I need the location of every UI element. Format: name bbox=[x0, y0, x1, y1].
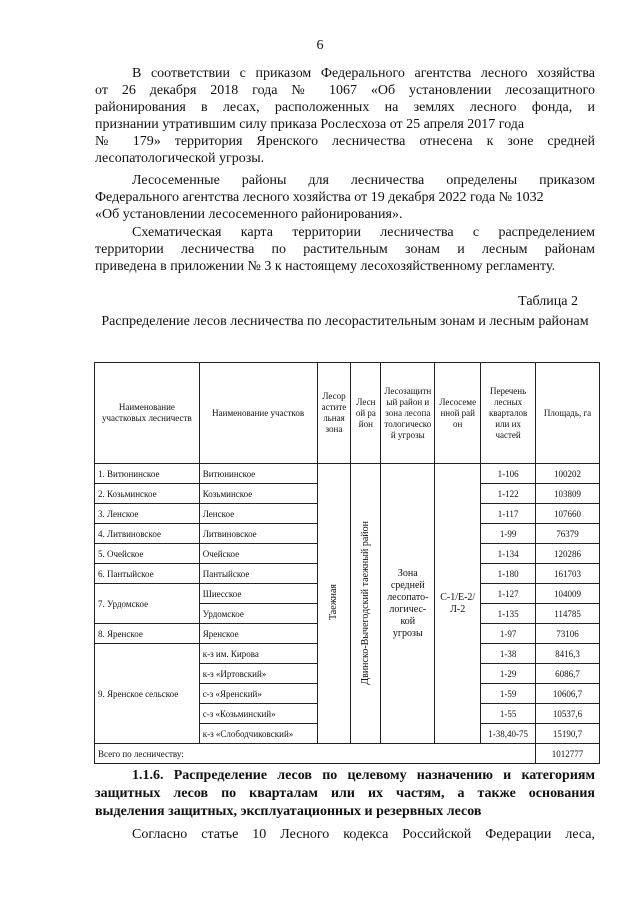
cell-area: Очейское bbox=[199, 544, 317, 564]
cell-quarters: 1-180 bbox=[481, 564, 536, 584]
table-label: Таблица 2 bbox=[518, 294, 578, 309]
total-label: Всего по лесничеству: bbox=[95, 744, 536, 764]
cell-area-ha: 104009 bbox=[536, 584, 600, 604]
total-value: 1012777 bbox=[536, 744, 600, 764]
cell-forestry: 1. Витюнинское bbox=[95, 464, 200, 484]
forest-region-text: Двинско-Вычегодский таежный район bbox=[360, 520, 372, 685]
cell-area: к-з им. Кирова bbox=[199, 644, 317, 664]
heading-line: 1.1.6. Распределение лесов по целевому назначению и категориям bbox=[132, 768, 595, 783]
cell-area: с-з «Козьминский» bbox=[199, 704, 317, 724]
cell-veg-zone bbox=[317, 464, 351, 744]
header-protection-zone: Лесозащитный район и зона лесопатологической угрозы bbox=[381, 363, 435, 464]
cell-area: с-з «Яренский» bbox=[199, 684, 317, 704]
cell-area: Яренское bbox=[199, 624, 317, 644]
cell-area-ha: 161703 bbox=[536, 564, 600, 584]
cell-area: Витюнинское bbox=[199, 464, 317, 484]
cell-area: Козьминское bbox=[199, 484, 317, 504]
cell-forest-region bbox=[351, 464, 381, 744]
heading-line: защитных лесов по кварталам или их частям, а также основания bbox=[95, 786, 595, 801]
cell-quarters: 1-106 bbox=[481, 464, 536, 484]
text-line: приведена в приложении № 3 к настоящему лесохозяйственному регламенту. bbox=[95, 259, 556, 274]
cell-area-ha: 103809 bbox=[536, 484, 600, 504]
cell-area: Литвиновское bbox=[199, 524, 317, 544]
cell-area-ha: 6086,7 bbox=[536, 664, 600, 684]
cell-area-ha: 8416,3 bbox=[536, 644, 600, 664]
cell-quarters: 1-55 bbox=[481, 704, 536, 724]
cell-forestry: 3. Ленское bbox=[95, 504, 200, 524]
text-line: В соответствии с приказом Федерального агентства лесного хозяйства bbox=[132, 66, 595, 81]
cell-area-ha: 76379 bbox=[536, 524, 600, 544]
cell-quarters: 1-135 bbox=[481, 604, 536, 624]
cell-area: Ленское bbox=[199, 504, 317, 524]
cell-quarters: 1-117 bbox=[481, 504, 536, 524]
table-total-row bbox=[95, 744, 600, 764]
cell-area: Шиесское bbox=[199, 584, 317, 604]
cell-area-ha: 114785 bbox=[536, 604, 600, 624]
text-line: территории лесничества по растительным зонам и лесным районам bbox=[95, 242, 595, 257]
paragraph-pest-zoning bbox=[95, 65, 595, 167]
cell-quarters: 1-38 bbox=[481, 644, 536, 664]
cell-area: к-з «Иртовский» bbox=[199, 664, 317, 684]
cell-forestry: 5. Очейское bbox=[95, 544, 200, 564]
heading-line: выделения защитных, эксплуатационных и резервных лесов bbox=[95, 804, 482, 819]
cell-area-ha: 10606,7 bbox=[536, 684, 600, 704]
cell-area-ha: 107660 bbox=[536, 504, 600, 524]
text-line: от 26 декабря 2018 года № 1067 «Об установлении лесозащитного bbox=[95, 83, 595, 98]
cell-quarters: 1-29 bbox=[481, 664, 536, 684]
veg-zone-text: Таежная bbox=[328, 584, 340, 621]
header-veg-zone: Лесорастительная зона bbox=[317, 363, 351, 464]
cell-area-ha: 73106 bbox=[536, 624, 600, 644]
cell-quarters: 1-99 bbox=[481, 524, 536, 544]
cell-area: к-з «Слободчиковский» bbox=[199, 724, 317, 744]
cell-forestry: 4. Литвиновское bbox=[95, 524, 200, 544]
cell-quarters: 1-127 bbox=[481, 584, 536, 604]
text-line: № 179» территория Яренского лесничества отнесена к зоне средней bbox=[95, 134, 595, 149]
paragraph-schematic-map bbox=[95, 224, 595, 275]
cell-area-ha: 15190,7 bbox=[536, 724, 600, 744]
cell-area-ha: 10537,6 bbox=[536, 704, 600, 724]
header-forestry: Наименование участковых лесничеств bbox=[95, 363, 200, 464]
text-line: Согласно статье 10 Лесного кодекса Российской Федерации леса, bbox=[132, 827, 595, 842]
paragraph-forest-code bbox=[95, 826, 595, 843]
page-number: 6 bbox=[316, 38, 324, 53]
cell-quarters: 1-122 bbox=[481, 484, 536, 504]
cell-quarters: 1-97 bbox=[481, 624, 536, 644]
cell-protection-zone: Зона средней лесопато-логичес-кой угрозы bbox=[381, 464, 435, 744]
table-row bbox=[95, 464, 600, 484]
cell-forestry: 7. Урдомское bbox=[95, 584, 200, 624]
cell-area: Пантыйское bbox=[199, 564, 317, 584]
forest-distribution-table bbox=[94, 362, 600, 764]
cell-forestry: 8. Яренское bbox=[95, 624, 200, 644]
header-quarters: Перечень лесных кварталов или их частей bbox=[481, 363, 536, 464]
cell-forestry: 9. Яренское сельское bbox=[95, 644, 200, 744]
section-heading bbox=[95, 767, 595, 821]
table-title: Распределение лесов лесничества по лесорастительным зонам и лесным районам bbox=[101, 314, 589, 329]
text-line: Лесосеменные районы для лесничества определены приказом bbox=[132, 173, 595, 188]
paragraph-seed-regions bbox=[95, 172, 595, 223]
header-seed-region: Лесосеменной район bbox=[435, 363, 481, 464]
cell-area-ha: 100202 bbox=[536, 464, 600, 484]
table-header-row bbox=[95, 363, 600, 464]
cell-quarters: 1-38,40-75 bbox=[481, 724, 536, 744]
header-area-name: Наименование участков bbox=[199, 363, 317, 464]
text-line: признании утратившим силу приказа Рослесхоза от 25 апреля 2017 года bbox=[95, 117, 525, 132]
text-line: Федерального агентства лесного хозяйства от 19 декабря 2022 года № 1032 bbox=[95, 190, 544, 205]
text-line: районирования в лесах, расположенных на землях лесного фонда, и bbox=[95, 100, 595, 115]
cell-quarters: 1-134 bbox=[481, 544, 536, 564]
text-line: лесопатологической угрозы. bbox=[95, 151, 265, 166]
cell-area-ha: 120286 bbox=[536, 544, 600, 564]
cell-seed-region: С-1/Е-2/Л-2 bbox=[435, 464, 481, 744]
header-forest-region: Лесной район bbox=[351, 363, 381, 464]
text-line: Схематическая карта территории лесничества с распределением bbox=[132, 225, 595, 240]
cell-forestry: 6. Пантыйское bbox=[95, 564, 200, 584]
cell-quarters: 1-59 bbox=[481, 684, 536, 704]
cell-area: Урдомское bbox=[199, 604, 317, 624]
text-line: «Об установлении лесосеменного районирования». bbox=[95, 207, 403, 222]
header-area-ha: Площадь, га bbox=[536, 363, 600, 464]
cell-forestry: 2. Козьминское bbox=[95, 484, 200, 504]
